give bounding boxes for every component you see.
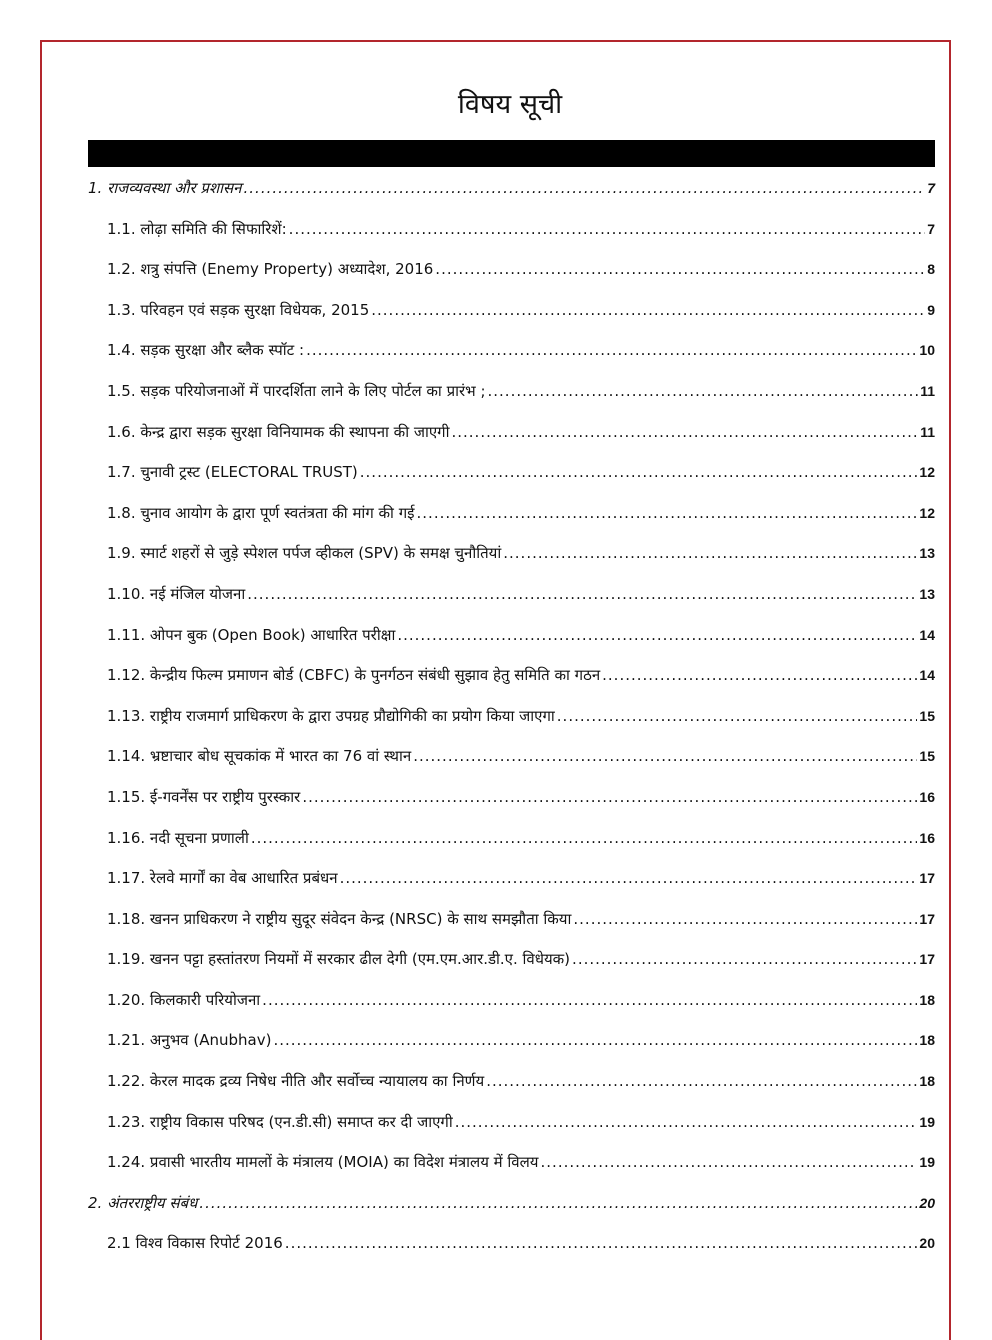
toc-page-number: 12 [919, 504, 935, 521]
toc-item-row[interactable] [88, 259, 935, 300]
toc-item-row[interactable] [88, 828, 935, 869]
toc-entry-label: 1.17. रेलवे मार्गों का वेब आधारित प्रबंधन [107, 869, 338, 888]
toc-item-row[interactable] [88, 625, 935, 666]
dot-leader [302, 787, 917, 807]
toc-page-number: 7 [927, 220, 935, 237]
toc-item-row[interactable] [88, 1152, 935, 1193]
toc-item-row[interactable] [88, 381, 935, 422]
dot-leader [289, 219, 926, 239]
dot-leader [244, 178, 926, 198]
toc-item-row[interactable] [88, 300, 935, 341]
toc-item-row[interactable] [88, 462, 935, 503]
toc-entry-label: 1.19. खनन पट्टा हस्तांतरण नियमों में सरकार ढील देगी (एम.एम.आर.डी.ए. विधेयक) [107, 950, 571, 969]
table-of-contents [88, 178, 935, 1274]
toc-entry-label: 1.8. चुनाव आयोग के द्वारा पूर्ण स्वतंत्रता की मांग की गई [107, 503, 415, 522]
dot-leader [455, 1112, 918, 1132]
toc-item-row[interactable] [88, 503, 935, 544]
toc-entry-label: 1.16. नदी सूचना प्रणाली [107, 828, 249, 847]
toc-entry-label: 1.5. सड़क परियोजनाओं में पारदर्शिता लाने के लिए पोर्टल का प्रारंभ ; [107, 381, 486, 400]
toc-page-number: 10 [919, 342, 935, 359]
toc-item-row[interactable] [88, 1233, 935, 1274]
dot-leader [340, 868, 918, 888]
dot-leader [541, 1152, 918, 1172]
dot-leader [413, 746, 917, 766]
toc-entry-label: 1.9. स्मार्ट शहरों से जुड़े स्पेशल पर्पज व्हीकल (SPV) के समक्ष चुनौतियां [107, 544, 502, 563]
toc-page-number: 19 [919, 1113, 935, 1130]
toc-item-row[interactable] [88, 868, 935, 909]
toc-item-row[interactable] [88, 990, 935, 1031]
toc-page-number: 17 [919, 910, 935, 927]
dot-leader [251, 828, 918, 848]
dot-leader [285, 1233, 918, 1253]
toc-page-number: 11 [920, 382, 935, 399]
dot-leader [371, 300, 925, 320]
toc-page-number: 18 [919, 1032, 935, 1049]
toc-item-row[interactable] [88, 665, 935, 706]
toc-entry-label: 1. राजव्यवस्था और प्रशासन [88, 179, 242, 197]
toc-page-number: 17 [919, 951, 935, 968]
toc-item-row[interactable] [88, 787, 935, 828]
toc-page-number: 7 [927, 180, 935, 196]
dot-leader [486, 1071, 917, 1091]
dot-leader [557, 706, 918, 726]
toc-entry-label: 1.24. प्रवासी भारतीय मामलों के मंत्रालय (MOIA) का विदेश मंत्रालय में विलय [107, 1153, 539, 1172]
dot-leader [488, 381, 919, 401]
toc-entry-label: 2. अंतरराष्ट्रीय संबंध [88, 1193, 198, 1212]
toc-entry-label: 1.4. सड़क सुरक्षा और ब्लैक स्पॉट : [107, 341, 305, 360]
toc-page-number: 11 [920, 423, 935, 440]
toc-page-number: 14 [919, 667, 935, 684]
toc-entry-label: 1.12. केन्द्रीय फिल्म प्रमाणन बोर्ड (CBFC) के पुनर्गठन संबंधी सुझाव हेतु समिति का गठन [107, 666, 601, 685]
header-bar [88, 140, 935, 167]
toc-chapter-row[interactable] [88, 1193, 935, 1234]
toc-page-number: 8 [927, 261, 935, 278]
toc-page-number: 15 [919, 748, 935, 765]
toc-item-row[interactable] [88, 706, 935, 747]
toc-page-number: 18 [919, 1073, 935, 1090]
toc-page-number: 15 [919, 707, 935, 724]
toc-item-row[interactable] [88, 909, 935, 950]
toc-item-row[interactable] [88, 949, 935, 990]
toc-page-number: 17 [919, 870, 935, 887]
dot-leader [199, 1193, 917, 1213]
dot-leader [417, 503, 918, 523]
dot-leader [262, 990, 917, 1010]
dot-leader [397, 625, 917, 645]
dot-leader [273, 1030, 917, 1050]
page-title: विषय सूची [457, 89, 563, 120]
toc-entry-label: 1.13. राष्ट्रीय राजमार्ग प्राधिकरण के द्वारा उपग्रह प्रौद्योगिकी का प्रयोग किया जाएगा [107, 706, 555, 725]
toc-item-row[interactable] [88, 584, 935, 625]
dot-leader [503, 543, 917, 563]
toc-entry-label: 1.3. परिवहन एवं सड़क सुरक्षा विधेयक, 2015 [107, 300, 370, 319]
toc-item-row[interactable] [88, 1112, 935, 1153]
toc-entry-label: 1.21. अनुभव (Anubhav) [107, 1031, 272, 1050]
toc-entry-label: 1.15. ई-गवर्नेंस पर राष्ट्रीय पुरस्कार [107, 787, 301, 806]
toc-item-row[interactable] [88, 1030, 935, 1071]
toc-page-number: 13 [919, 545, 935, 562]
dot-leader [306, 340, 917, 360]
dot-leader [247, 584, 917, 604]
dot-leader [451, 422, 918, 442]
toc-item-row[interactable] [88, 219, 935, 260]
toc-entry-label: 1.11. ओपन बुक (Open Book) आधारित परीक्षा [107, 625, 396, 644]
toc-page-number: 19 [919, 1154, 935, 1171]
toc-entry-label: 1.18. खनन प्राधिकरण ने राष्ट्रीय सुदूर संवेदन केन्द्र (NRSC) के साथ समझौता किया [107, 909, 572, 928]
toc-entry-label: 1.10. नई मंजिल योजना [107, 584, 246, 603]
toc-entry-label: 1.7. चुनावी ट्रस्ट (ELECTORAL TRUST) [107, 463, 358, 482]
toc-item-row[interactable] [88, 340, 935, 381]
toc-item-row[interactable] [88, 543, 935, 584]
toc-entry-label: 2.1 विश्व विकास रिपोर्ट 2016 [107, 1234, 283, 1253]
toc-entry-label: 1.22. केरल मादक द्रव्य निषेध नीति और सर्वोच्च न्यायालय का निर्णय [107, 1072, 485, 1091]
dot-leader [572, 949, 917, 969]
toc-item-row[interactable] [88, 1071, 935, 1112]
toc-entry-label: 1.23. राष्ट्रीय विकास परिषद (एन.डी.सी) समाप्त कर दी जाएगी [107, 1112, 453, 1131]
toc-item-row[interactable] [88, 746, 935, 787]
toc-page-number: 13 [919, 585, 935, 602]
dot-leader [360, 462, 918, 482]
toc-entry-label: 1.1. लोढ़ा समिति की सिफारिशें: [107, 219, 287, 238]
toc-page-number: 16 [919, 829, 935, 846]
toc-page-number: 18 [919, 991, 935, 1008]
toc-entry-label: 1.2. शत्रु संपत्ति (Enemy Property) अध्यादेश, 2016 [107, 260, 434, 279]
toc-chapter-row[interactable] [88, 178, 935, 219]
toc-page-number: 12 [919, 464, 935, 481]
dot-leader [602, 665, 917, 685]
toc-page-number: 20 [919, 1194, 935, 1211]
dot-leader [573, 909, 917, 929]
toc-item-row[interactable] [88, 422, 935, 463]
toc-entry-label: 1.20. किलकारी परियोजना [107, 990, 261, 1009]
toc-page-number: 14 [919, 626, 935, 643]
toc-page-number: 9 [927, 301, 935, 318]
toc-page-number: 20 [919, 1235, 935, 1252]
toc-page-number: 16 [919, 788, 935, 805]
toc-entry-label: 1.14. भ्रष्टाचार बोध सूचकांक में भारत का 76 वां स्थान [107, 747, 412, 766]
toc-entry-label: 1.6. केन्द्र द्वारा सड़क सुरक्षा विनियामक की स्थापना की जाएगी [107, 422, 450, 441]
dot-leader [435, 259, 925, 279]
